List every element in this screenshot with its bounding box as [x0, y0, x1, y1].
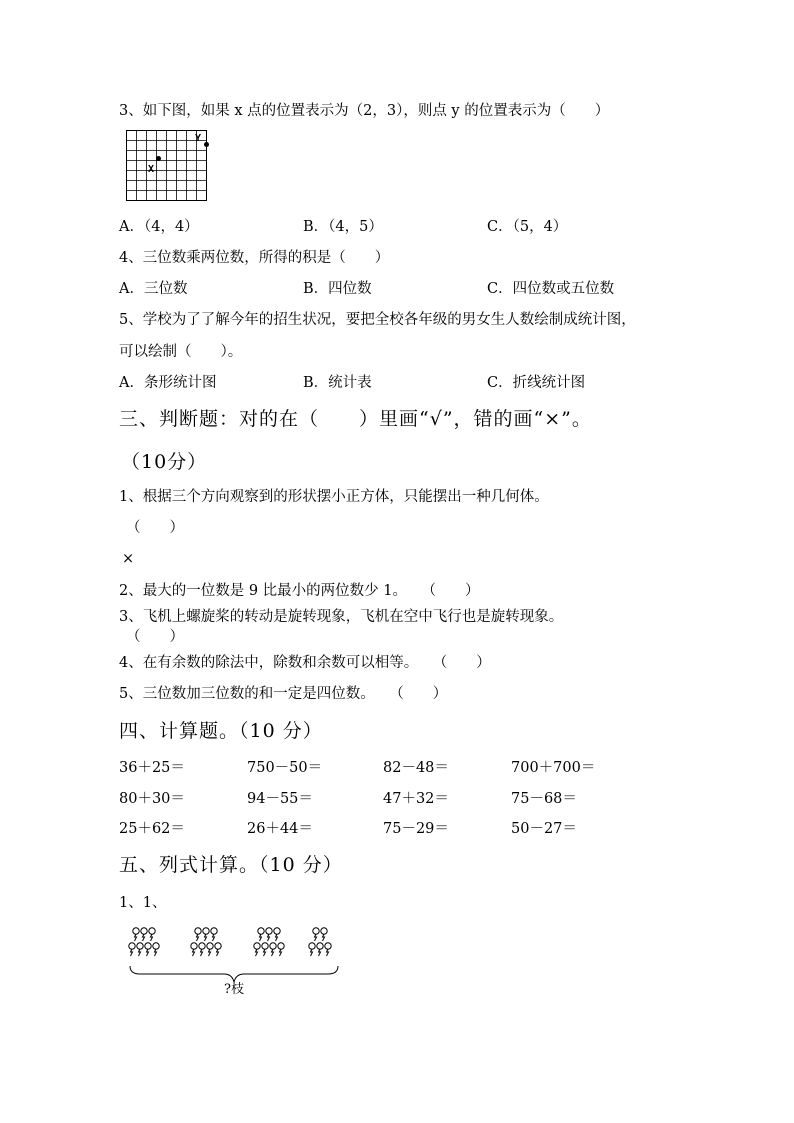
s3-item3-blank: （ ） [126, 629, 184, 645]
point-x-dot [156, 156, 161, 161]
flower-icon [195, 928, 201, 941]
q3-option-b: B．（4，5） [303, 219, 383, 235]
section3-score: （10分） [121, 451, 208, 473]
calc-r2-c4: 75－68＝ [511, 791, 577, 807]
point-y-label: Y [195, 133, 202, 144]
brace [130, 966, 338, 982]
q5-option-b: B．统计表 [303, 375, 372, 391]
calc-r3-c1: 25＋62＝ [119, 821, 185, 837]
s3-item1: 1、根据三个方向观察到的形状摆小正方体，只能摆出一种几何体。 [119, 489, 549, 505]
q5-text-line1: 5、学校为了了解今年的招生状况，要把全校各年级的男女生人数绘制成统计图， [119, 312, 636, 328]
q3-option-a: A．（4，4） [119, 219, 199, 235]
calc-r2-c1: 80＋30＝ [119, 791, 185, 807]
flower-icon [317, 943, 323, 956]
flower-icon [211, 928, 217, 941]
s3-item3: 3、飞机上螺旋桨的转动是旋转现象，飞机在空中飞行也是旋转现象。 [119, 609, 564, 625]
flower-icon [145, 943, 151, 956]
brace-label: ?枝 [224, 982, 244, 997]
s5-item1: 1、1、 [119, 895, 167, 911]
q3-option-c: C．（5，4） [487, 219, 568, 235]
q4-option-a: A．三位数 [119, 281, 188, 297]
flower-icon [207, 943, 213, 956]
q5-text-line2: 可以绘制（ ）。 [119, 344, 243, 360]
s3-item5: 5、三位数加三位数的和一定是四位数。 （ ） [119, 686, 448, 702]
flower-icon [149, 928, 155, 941]
flower-icon [199, 943, 205, 956]
q4-option-b: B．四位数 [303, 281, 372, 297]
section4-title: 四、计算题。（10 分） [119, 720, 323, 742]
calc-r1-c4: 700＋700＝ [511, 760, 596, 776]
q4-text: 4、三位数乘两位数，所得的积是（ ） [119, 250, 390, 266]
calc-r2-c3: 47＋32＝ [383, 791, 449, 807]
q5-option-c: C．折线统计图 [487, 375, 586, 391]
q5-option-a: A．条形统计图 [119, 375, 217, 391]
calc-r3-c3: 75－29＝ [383, 821, 449, 837]
flower-icon [313, 928, 319, 941]
flower-icon [258, 928, 264, 941]
flower-icon [309, 943, 315, 956]
flower-icon [203, 928, 209, 941]
point-x-label: X [148, 164, 155, 175]
q3-text: 3、如下图，如果 x 点的位置表示为（2，3），则点 y 的位置表示为（ ） [119, 103, 610, 119]
flower-icon [270, 943, 276, 956]
flower-icon [141, 928, 147, 941]
flower-icon [262, 943, 268, 956]
calc-r3-c4: 50－27＝ [511, 821, 577, 837]
point-y-dot [204, 142, 209, 147]
flower-icon [321, 928, 327, 941]
calc-r2-c2: 94－55＝ [247, 791, 313, 807]
flower-icon [137, 943, 143, 956]
s3-item1-blank: （ ） [126, 520, 184, 536]
s3-item2: 2、最大的一位数是 9 比最小的两位数少 1。 （ ） [119, 583, 480, 599]
section3-title: 三、判断题：对的在（ ）里画“√”，错的画“×”。 [119, 408, 592, 430]
q4-option-c: C．四位数或五位数 [487, 281, 615, 297]
flower-icon [274, 928, 280, 941]
section5-title: 五、列式计算。（10 分） [119, 854, 343, 876]
calc-r3-c2: 26＋44＝ [247, 821, 313, 837]
calc-r1-c1: 36＋25＝ [119, 760, 185, 776]
coordinate-grid [122, 126, 212, 206]
s3-item4: 4、在有余数的除法中，除数和余数可以相等。 （ ） [119, 655, 491, 671]
flower-icon [191, 943, 197, 956]
flower-icon [215, 943, 221, 956]
flower-icon [325, 943, 331, 956]
flower-icon [266, 928, 272, 941]
calc-r1-c2: 750－50＝ [247, 760, 323, 776]
s3-item1-answer: × [122, 551, 135, 567]
calc-r1-c3: 82－48＝ [383, 760, 449, 776]
flower-icon [129, 943, 135, 956]
flower-icon [153, 943, 159, 956]
flower-icon [133, 928, 139, 941]
flower-icon [278, 943, 284, 956]
flower-icon [254, 943, 260, 956]
